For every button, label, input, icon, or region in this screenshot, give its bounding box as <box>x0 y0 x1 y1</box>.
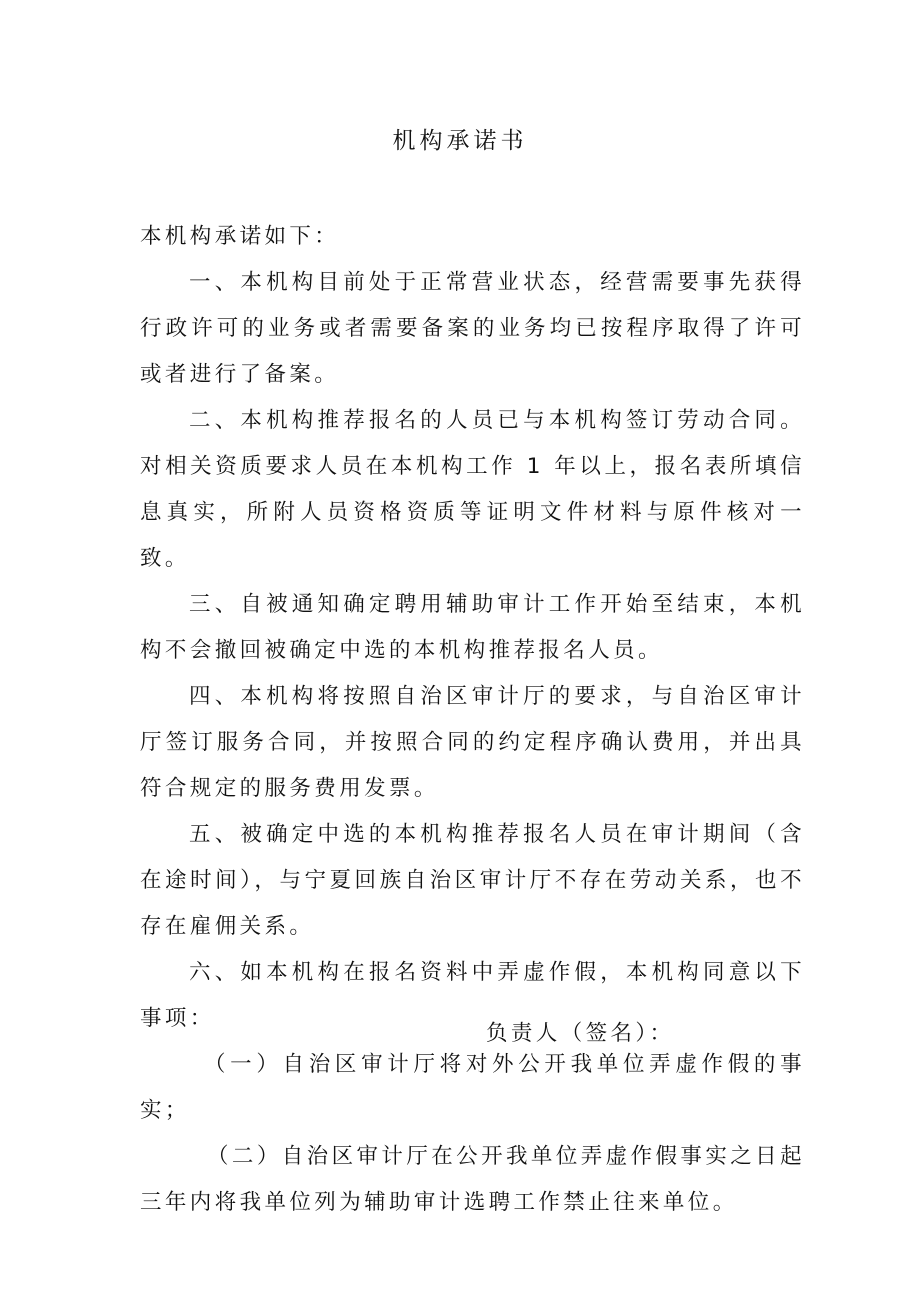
commitment-paragraph-3: 三、自被通知确定聘用辅助审计工作开始至结束，本机构不会撤回被确定中选的本机构推荐报名人员。 <box>140 592 805 663</box>
sub-item-1: （一）自治区审计厅将对外公开我单位弄虚作假的事实； <box>140 1052 805 1123</box>
commitment-paragraph-6: 六、如本机构在报名资料中弄虚作假，本机构同意以下事项： <box>140 960 805 1031</box>
commitment-paragraph-4: 四、本机构将按照自治区审计厅的要求，与自治区审计厅签订服务合同，并按照合同的约定程序确认费用，并出具符合规定的服务费用发票。 <box>140 684 805 801</box>
commitment-paragraph-2: 二、本机构推荐报名的人员已与本机构签订劳动合同。对相关资质要求人员在本机构工作 1 年以上，报名表所填信息真实，所附人员资格资质等证明文件材料与原件核对一致。 <box>140 408 805 571</box>
commitment-paragraph-5: 五、被确定中选的本机构推荐报名人员在审计期间（含在途时间），与宁夏回族自治区审计厅不存在劳动关系，也不存在雇佣关系。 <box>140 822 805 939</box>
commitment-paragraph-1: 一、本机构目前处于正常营业状态，经营需要事先获得行政许可的业务或者需要备案的业务均已按程序取得了许可或者进行了备案。 <box>140 270 805 387</box>
signature-label: 负责人（签名）： <box>486 1021 675 1046</box>
document-body <box>140 214 805 1226</box>
intro-line: 本机构承诺如下： <box>140 224 340 249</box>
sub-item-2: （二）自治区审计厅在公开我单位弄虚作假事实之日起三年内将我单位列为辅助审计选聘工作禁止往来单位。 <box>140 1144 805 1215</box>
document-title: 机构承诺书 <box>392 128 528 154</box>
